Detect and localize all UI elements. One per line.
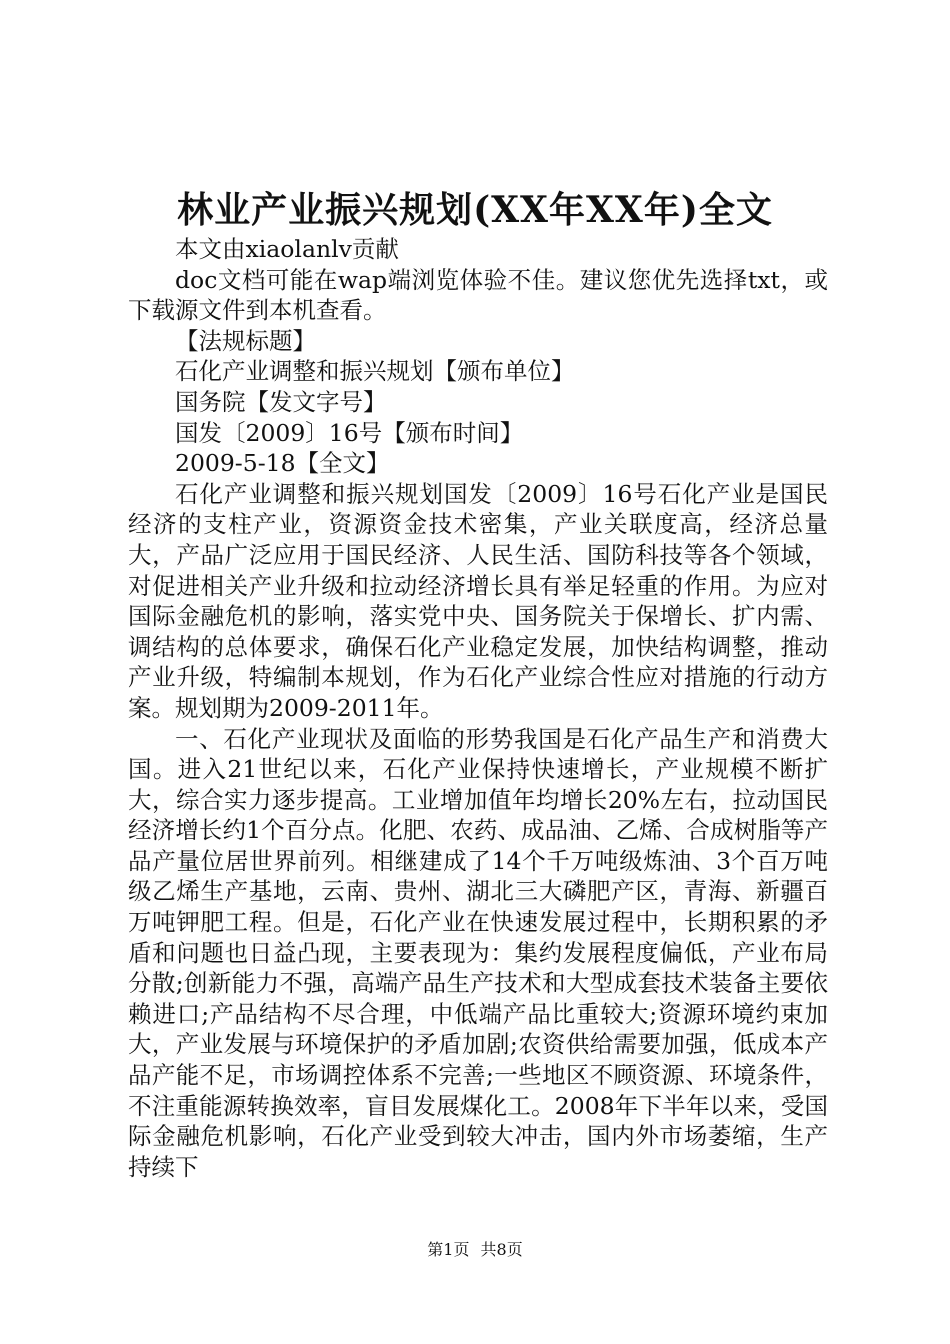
paragraph-notice: doc文档可能在wap端浏览体验不佳。建议您优先选择txt，或下载源文件到本机查看。 (128, 265, 828, 325)
document-title: 林业产业振兴规划(XX年XX年)全文 (177, 189, 773, 231)
page-footer (0, 1238, 950, 1262)
paragraph-issue-date: 2009-5-18【全文】 (175, 449, 390, 478)
paragraph-doc-number: 国发〔2009〕16号【颁布时间】 (175, 418, 524, 447)
page-number-total: 共8页 (480, 1240, 523, 1259)
page-number-current: 第1页 (427, 1240, 470, 1259)
paragraph-law-title-label: 【法规标题】 (175, 326, 316, 355)
paragraph-contributor: 本文由xiaolanlv贡献 (175, 235, 399, 263)
paragraph-intro: 石化产业调整和振兴规划国发〔2009〕16号石化产业是国民经济的支柱产业，资源资金技术密集，产业关联度高，经济总量大，产品广泛应用于国民经济、人民生活、国防科技等各个领域，对促进相关产业升级和拉动经济增长具有举足轻重的作用。为应对国际金融危机的影响，落实党中央、国务院关于保增长、扩内需、调结构的总体要求，确保石化产业稳定发展，加快结构调整，推动产业升级，特编制本规划，作为石化产业综合性应对措施的行动方案。规划期为2009-2011年。 (128, 479, 828, 722)
paragraph-section-one: 一、石化产业现状及面临的形势我国是石化产品生产和消费大国。进入21世纪以来，石化产业保持快速增长，产业规模不断扩大，综合实力逐步提高。工业增加值年均增长20%左右，拉动国民经济增长约1个百分点。化肥、农药、成品油、乙烯、合成树脂等产品产量位居世界前列。相继建成了14个千万吨级炼油、3个百万吨级乙烯生产基地，云南、贵州、湖北三大磷肥产区，青海、新疆百万吨钾肥工程。但是，石化产业在快速发展过程中，长期积累的矛盾和问题也日益凸现，主要表现为：集约发展程度偏低，产业布局分散;创新能力不强，高端产品生产技术和大型成套技术装备主要依赖进口;产品结构不尽合理，中低端产品比重较大;资源环境约束加大，产业发展与环境保护的矛盾加剧;农资供给需要加强，低成本产品产能不足，市场调控体系不完善;一些地区不顾资源、环境条件，不注重能源转换效率，盲目发展煤化工。2008年下半年以来，受国际金融危机影响，石化产业受到较大冲击，国内外市场萎缩，生产持续下 (128, 724, 828, 1181)
paragraph-issuer: 国务院【发文字号】 (175, 387, 387, 416)
document-body (128, 234, 828, 1182)
paragraph-law-title: 石化产业调整和振兴规划【颁布单位】 (175, 357, 575, 386)
